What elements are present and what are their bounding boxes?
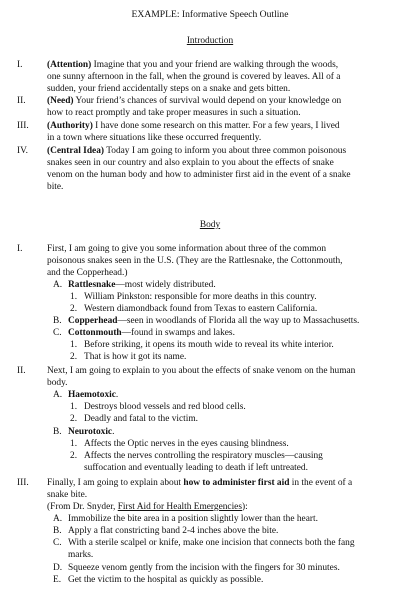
intro-item-line: snakes seen in our country and also explain to you about the effects of snake bbox=[47, 158, 334, 168]
step-letter: D. bbox=[53, 563, 63, 573]
sub-point-letter: A. bbox=[53, 280, 63, 290]
intro-item-line: in a town where situations like these occurred frequently. bbox=[47, 133, 262, 143]
step-line: Immobilize the bite area in a position slightly lower than the heart. bbox=[68, 514, 318, 524]
intro-item-line: (Attention) Imagine that you and your friend are walking through the woods, bbox=[47, 60, 339, 70]
step-line: Squeeze venom gently from the incision with the fingers for 30 minutes. bbox=[68, 563, 340, 573]
detail-line: William Pinkston: responsible for more deaths in this country. bbox=[84, 292, 317, 302]
body-item-line: Finally, I am going to explain about how to administer first aid in the event of a bbox=[47, 478, 353, 488]
sub-point-line: Rattlesnake—most widely distributed. bbox=[68, 280, 216, 290]
first-aid-emphasis: how to administer first aid bbox=[183, 478, 290, 488]
copperhead-term: Copperhead bbox=[68, 316, 118, 326]
neurotoxic-term: Neurotoxic bbox=[68, 427, 113, 437]
sub-point-letter: A. bbox=[53, 390, 63, 400]
intro-item-line: how to react promptly and take proper measures in such a situation. bbox=[47, 108, 301, 118]
intro-item-line: bite. bbox=[47, 182, 64, 192]
detail-line: Destroys blood vessels and red blood cells. bbox=[84, 402, 246, 412]
detail-number: 1. bbox=[70, 439, 78, 449]
body-item-number: III. bbox=[17, 478, 29, 488]
sub-point-letter: B. bbox=[53, 316, 62, 326]
detail-line: That is how it got its name. bbox=[84, 352, 187, 362]
cottonmouth-term: Cottonmouth bbox=[68, 328, 122, 338]
body-item-line: poisonous snakes seen in the U.S. (They are the Rattlesnake, the Cottonmouth, bbox=[47, 256, 343, 266]
detail-line: Western diamondback found from Texas to eastern California. bbox=[84, 304, 318, 314]
haemotoxic-term: Haemotoxic bbox=[68, 390, 116, 400]
source-citation: (From Dr. Snyder, First Aid for Health Emergencies): bbox=[47, 502, 248, 512]
detail-number: 1. bbox=[70, 402, 78, 412]
sub-point-line: Copperhead—seen in woodlands of Florida all the way up to Massachusetts. bbox=[68, 316, 360, 326]
document-title: EXAMPLE: Informative Speech Outline bbox=[131, 9, 289, 20]
intro-item-number: I. bbox=[17, 60, 23, 70]
authority-label: (Authority) bbox=[47, 121, 93, 131]
body-item-number: II. bbox=[17, 366, 26, 376]
step-line: marks. bbox=[68, 550, 94, 560]
intro-item-line: venom on the human body and how to administer first aid in the event of a snake bbox=[47, 170, 351, 180]
attention-label: (Attention) bbox=[47, 60, 92, 70]
sub-point-letter: B. bbox=[53, 427, 62, 437]
step-letter: C. bbox=[53, 538, 62, 548]
central-idea-label: (Central Idea) bbox=[47, 146, 105, 156]
intro-item-number: III. bbox=[17, 121, 29, 131]
step-letter: A. bbox=[53, 514, 63, 524]
sub-point-line: Neurotoxic. bbox=[68, 427, 115, 437]
sub-point-line: Haemotoxic. bbox=[68, 390, 119, 400]
intro-item-line: one sunny afternoon in the fall, when the ground is covered by leaves. All of a bbox=[47, 72, 341, 82]
detail-number: 2. bbox=[70, 352, 78, 362]
body-item-line: snake bite. bbox=[47, 490, 88, 500]
intro-item-line: (Central Idea) Today I am going to inform you about three common poisonous bbox=[47, 146, 347, 156]
sub-point-letter: C. bbox=[53, 328, 62, 338]
step-line: Apply a flat constricting band 2-4 inches above the bite. bbox=[68, 526, 279, 536]
step-line: With a sterile scalpel or knife, make one incision that connects both the fang bbox=[68, 538, 355, 548]
intro-item-number: IV. bbox=[17, 146, 29, 156]
detail-line: Affects the Optic nerves in the eyes causing blindness. bbox=[84, 439, 289, 449]
detail-number: 1. bbox=[70, 340, 78, 350]
body-item-line: body. bbox=[47, 378, 68, 388]
intro-item-line: (Need) Your friend’s chances of survival would depend on your knowledge on bbox=[47, 96, 342, 106]
detail-line: Before striking, it opens its mouth wide to reveal its white interior. bbox=[84, 340, 334, 350]
need-label: (Need) bbox=[47, 96, 74, 106]
body-item-line: and the Copperhead.) bbox=[47, 268, 128, 278]
body-item-line: Next, I am going to explain to you about the effects of snake venom on the human bbox=[47, 366, 356, 376]
detail-line: Deadly and fatal to the victim. bbox=[84, 414, 199, 424]
intro-item-line: (Authority) I have done some research on this matter. For a few years, I lived bbox=[47, 121, 340, 131]
intro-item-number: II. bbox=[17, 96, 26, 106]
step-letter: B. bbox=[53, 526, 62, 536]
intro-item-line: sudden, your friend accidentally steps on a snake and gets bitten. bbox=[47, 84, 291, 94]
introduction-heading: Introduction bbox=[186, 36, 234, 46]
detail-number: 2. bbox=[70, 414, 78, 424]
detail-number: 2. bbox=[70, 304, 78, 314]
detail-number: 1. bbox=[70, 292, 78, 302]
body-item-line: First, I am going to give you some information about three of the common bbox=[47, 244, 327, 254]
detail-number: 2. bbox=[70, 451, 78, 461]
detail-line: Affects the nerves controlling the respiratory muscles—causing bbox=[84, 451, 323, 461]
body-heading: Body bbox=[199, 220, 221, 230]
step-line: Get the victim to the hospital as quickly as possible. bbox=[68, 575, 264, 585]
sub-point-line: Cottonmouth—found in swamps and lakes. bbox=[68, 328, 235, 338]
source-title: First Aid for Health Emergencies bbox=[117, 502, 242, 512]
body-item-number: I. bbox=[17, 244, 23, 254]
detail-line: suffocation and eventually leading to death if left untreated. bbox=[84, 463, 308, 473]
rattlesnake-term: Rattlesnake bbox=[68, 280, 116, 290]
step-letter: E. bbox=[53, 575, 62, 585]
